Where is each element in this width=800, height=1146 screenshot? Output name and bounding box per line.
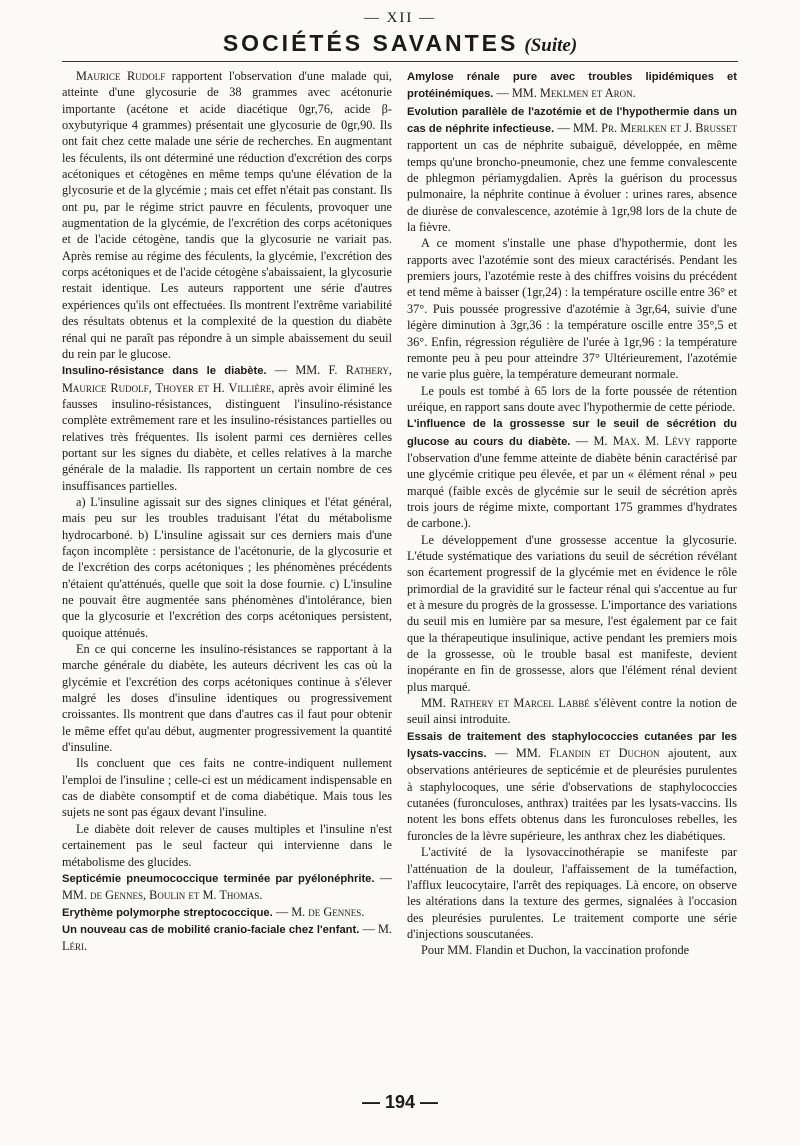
- section-title-main: SOCIÉTÉS SAVANTES: [222, 30, 519, 56]
- paper-heading: Septicémie pneumococcique terminée par pyélonéphrite.: [62, 872, 375, 885]
- section-title: [0, 30, 800, 57]
- paragraph: [62, 494, 392, 641]
- paragraph: [407, 728, 737, 844]
- paragraph-text: A ce moment s'installe une phase d'hypothermie, dont les rapports avec l'azotémie sont des mieux caractérisés. Pendant les premiers jours, l'azotémie reste à des chiffres voisins du précédent et tend même à baisser (1gr,24) : la température oscille entre 36° et 37°. Puis poussée progressive d'azotémie à 3gr,64, suivie d'une légère diminution à 3gr,36 : la température oscille entre 35°,5 et 36°. Enfin, régression régulière de l'urée à 1gr,96 : la température remonte peu à peu pour atteindre 37° Ultérieurement, l'azotémie ne varie plus guère, la température demeurant normale.: [407, 236, 737, 382]
- roman-folio: — XII —: [363, 10, 437, 26]
- paper-authors: — MM. Meklmen et Aron.: [493, 86, 636, 101]
- paragraph: [407, 103, 737, 236]
- paragraph-text: après avoir éliminé les fausses insulino-résistances, distinguent l'insulino-résistance complète extrêmement rare et les insulino-résistances partielles ou relatives très fréquentes. Ils isolent parmi ces dernières celles portant sur les signes du diabète, et celles relatives à la marche générale de la maladie. Ils rapportent un certain nombre de ces insuffisances partielles.: [62, 380, 392, 493]
- paragraph: [62, 904, 392, 921]
- paragraph-text: rapportent un cas de néphrite subaiguë, développée, en même temps qu'une broncho-pneumonie, chez une femme convalescente de phlegmon périamygdalien. Après la guérison du processus pulmonaire, la néphrite continue à évoluer : urines rares, absence de diurèse de convalescence, azotémie à 1gr,98 lors de la chute de la fièvre.: [407, 138, 737, 235]
- paragraph: [407, 942, 737, 958]
- paragraph: [407, 68, 737, 103]
- paragraph-text: s'élèvent contre la notion de seuil ainsi introduite.: [407, 696, 737, 727]
- paragraph: [62, 870, 392, 904]
- paragraph: [407, 383, 737, 416]
- paragraph-text: L'activité de la lysovaccinothérapie se manifeste par l'atténuation de la douleur, l'affaissement de la tuméfaction, l'afflux leucocytaire, l'arrêt des repiquages. Là encore, on observe les altérations dans la texture des germes, signalées à l'occasion des pleurésies purulentes. Le traitement comporte une série d'injections souscutanées.: [407, 845, 737, 941]
- paper-authors: — M. de Gennes.: [272, 904, 365, 919]
- left-column: [62, 68, 392, 955]
- paper-authors: — MM. Pr. Merlken et J. Brusset: [554, 121, 738, 136]
- paragraph: [62, 921, 392, 955]
- paragraph: [407, 695, 737, 728]
- paragraph-text: rapporte l'observation d'une femme atteinte de diabète bénin caractérisé par une glycémie critique peu élevée, et par un « élément rénal » peu marqué (faible excès de glycémie sur le seuil de sécrétion après trois jours de régime mixte, comportant 175 grammes d'hydrates de carbone.).: [407, 433, 737, 531]
- paragraph-text: rapportent l'observation d'une malade qui, atteinte d'une glycosurie de 38 grammes avec acétonurie importante (acétone et acide diacétique 0gr,76, acide β-oxybutyrique 4 grammes) présentait une glycosurie de 0gr,90. Ils ont fait chez cette malade une série de recherches. En augmentant les féculents, ils ont déterminé une réduction d'excrétion des corps acétoniques et cétogènes en même temps qu'une élévation de la glycosurie et de la glycémie ; mais cet effet n'était pas constant. Ils ont pu, par le régime strict pauvre en féculents, provoquer une augmentation de la glycémie, de l'excrétion des corps acétoniques et de l'acide cétogène, tandis que la glycosurie ne variait pas. Après remise au régime des féculents, la glycémie, l'excrétion des corps acétoniques et de l'acide cétogène s'abaissaient, la glycosurie restait identique. Les auteurs rapportent une série d'autres expériences qu'ils ont effectuées. Ils montrent l'extrême variabilité des résultats obtenus et la complexité de la question du diabète rénal qui ne paraît pas répondre à un simple abaissement du seuil du rein par le glucose.: [62, 69, 392, 361]
- paragraph-text: Le développement d'une grossesse accentue la glycosurie. L'étude systématique des variations du seuil de sécrétion révélant son écartement progressif de la glycémie met en évidence le rôle primordial de la gravidité sur le facteur rénal qui s'accentue au fur et à mesure du progrès de la grossesse. L'importance des variations du seuil mis en lumière par sa mesure, l'est également par ce fait que la thérapeutique insulinique, active pendant les premiers mois de la grossesse, où le trouble basal est manifeste, devient inopérante en fin de grossesse, alors que l'élément rénal devient plus marqué.: [407, 532, 737, 694]
- paragraph: [407, 532, 737, 695]
- paragraph-text: En ce qui concerne les insulino-résistances se rapportant à la marche générale du diabète, les auteurs décrivent les cas où la glycémie et l'excrétion des corps acétoniques continue à s'élever malgré les doses d'insuline identiques ou progressivement croissantes. Ils montrent que dans d'autres cas il faut pour obtenir le même effet qu'au début, augmenter progressivement la quantité d'insuline.: [62, 642, 392, 755]
- right-column: [407, 68, 737, 959]
- paper-authors: — M. Léri.: [62, 921, 392, 954]
- paragraph-text: Le pouls est tombé à 65 lors de la forte poussée de rétention uréique, en rapport sans doute avec l'hypothermie de cette période.: [407, 383, 737, 414]
- paragraph: [62, 68, 392, 362]
- paper-heading: Amylose rénale pure avec troubles lipidémiques et protéinémiques.: [407, 71, 737, 101]
- paragraph: [62, 755, 392, 820]
- paper-authors: — M. Max. M. Lévy: [570, 433, 691, 448]
- paper-heading: Erythème polymorphe streptococcique.: [62, 906, 273, 919]
- paragraph: [62, 821, 392, 870]
- paragraph-text: a) L'insuline agissait sur des signes cliniques et l'état général, mais peu sur les troubles traduisant l'état du métabolisme hydrocarboné. b) L'insuline agissait sur ces derniers mais d'une façon incomplète : persistance de l'acétonurie, de la glycosurie et de l'excrétion des corps acétoniques ; les phénomènes précédents n'étaient qu'atténués, quelle que soit la dose fournie. c) L'insuline ne pouvait être augmentée sans phénomènes d'intolérance, bien que la glycosurie et l'excrétion des corps acétoniques persistent, quoique atténués.: [62, 494, 392, 640]
- paper-authors: MM. Rathery et Marcel Labbé: [421, 696, 590, 711]
- paper-heading: Essais de traitement des staphylococcies cutanées par les lysats-vaccins.: [407, 730, 737, 761]
- paragraph: [407, 415, 737, 531]
- paper-heading: Un nouveau cas de mobilité cranio-faciale chez l'enfant.: [62, 923, 360, 936]
- paragraph: [62, 362, 392, 494]
- paper-heading: Evolution parallèle de l'azotémie et de l'hypothermie dans un cas de néphrite infectieuse.: [407, 105, 737, 136]
- section-title-suite: (Suite): [524, 35, 578, 56]
- paper-authors: — MM. de Gennes, Boulin et M. Thomas.: [62, 870, 393, 903]
- paper-heading: Insulino-résistance dans le diabète.: [62, 365, 267, 378]
- paragraph-text: ajoutent, aux observations antérieures de septicémie et de pleurésies purulentes à staphylocoques, une série d'observations de staphylococcies cutanées (furonculoses, anthrax) traitées par les lysats-vaccins. Ils notent les bons effets obtenus dans les furonculoses rebelles, les furoncles de la lèvre supérieure, les anthrax chez les diabétiques.: [407, 746, 737, 843]
- page-number: — 194 —: [361, 1092, 439, 1112]
- paragraph: [407, 844, 737, 942]
- paragraph-text: Pour MM. Flandin et Duchon, la vaccination profonde: [421, 943, 690, 958]
- paragraph: [62, 641, 392, 755]
- paragraph: [407, 235, 737, 382]
- paper-authors: Maurice Rudolf: [76, 69, 166, 83]
- paragraph-text: Le diabète doit relever de causes multiples et l'insuline n'est certainement pas le seul facteur qui intervienne dans le métabolisme des glucides.: [62, 821, 392, 869]
- paper-authors: — MM. Flandin et Duchon: [486, 746, 660, 761]
- paper-heading: L'influence de la grossesse sur le seuil de sécrétion du glucose au cours du diabète.: [407, 418, 737, 448]
- title-rule: [62, 61, 738, 62]
- paper-authors: — MM. F. Rathery, Maurice Rudolf, Thoyer et H. Villière,: [62, 363, 392, 395]
- paragraph-text: Ils concluent que ces faits ne contre-indiquent nullement l'emploi de l'insuline ; celle-ci est un médicament indispensable en cas de diabète consomptif et de coma diabétique. Mais tous les sujets ne sont pas égaux devant l'insuline.: [62, 756, 392, 820]
